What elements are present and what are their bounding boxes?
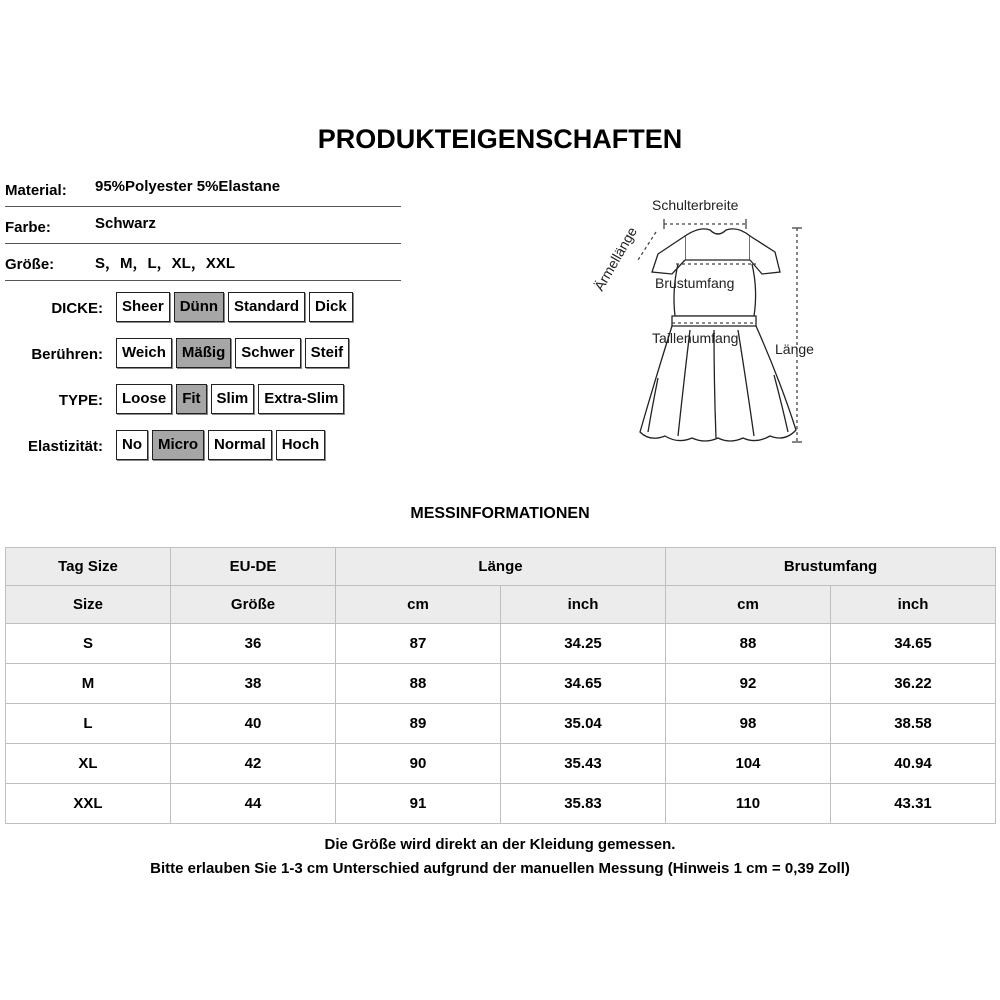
table-row: [6, 624, 996, 664]
property-row-color: [5, 207, 401, 244]
chips-type: [116, 384, 344, 414]
table-header-cell: Tag Size: [6, 548, 171, 586]
chip-option: Normal: [208, 430, 272, 460]
table-cell: 35.83: [501, 784, 666, 824]
table-cell: XL: [6, 744, 171, 784]
table-row: [6, 704, 996, 744]
chip-option-selected: Mäßig: [176, 338, 231, 368]
property-label: Material:: [5, 182, 67, 199]
chip-option-selected: Micro: [152, 430, 204, 460]
table-cell: 40.94: [831, 744, 996, 784]
chip-option-selected: Dünn: [174, 292, 224, 322]
table-cell: 110: [666, 784, 831, 824]
chips-thickness: [116, 292, 353, 322]
chip-option: No: [116, 430, 148, 460]
table-cell: M: [6, 664, 171, 704]
chip-option: Standard: [228, 292, 305, 322]
table-subheader-row: [6, 586, 996, 624]
table-cell: 43.31: [831, 784, 996, 824]
table-cell: 34.65: [501, 664, 666, 704]
measurement-table: [5, 547, 996, 824]
dress-diagram: [560, 180, 860, 470]
property-value: S，M，L，XL，XXL: [95, 255, 236, 272]
table-cell: 36: [171, 624, 336, 664]
table-header-cell: Größe: [171, 586, 336, 624]
measurement-section-title: MESSINFORMATIONEN: [410, 505, 590, 522]
table-cell: 90: [336, 744, 501, 784]
table-cell: 38: [171, 664, 336, 704]
measurement-note: Die Größe wird direkt an der Kleidung gemessen.: [324, 836, 676, 853]
chips-touch: [116, 338, 349, 368]
table-cell: XXL: [6, 784, 171, 824]
table-cell: 34.25: [501, 624, 666, 664]
table-cell: 98: [666, 704, 831, 744]
chip-option: Schwer: [235, 338, 300, 368]
table-cell: S: [6, 624, 171, 664]
chip-option-selected: Fit: [176, 384, 206, 414]
sleeve-length-label: Ärmellänge: [590, 224, 641, 294]
table-cell: 89: [336, 704, 501, 744]
chip-option: Loose: [116, 384, 172, 414]
shoulder-width-label: Schulterbreite: [652, 197, 739, 213]
table-cell: 36.22: [831, 664, 996, 704]
attribute-label-thickness: DICKE:: [51, 300, 103, 317]
table-cell: 42: [171, 744, 336, 784]
table-cell: 88: [336, 664, 501, 704]
table-header-cell: inch: [831, 586, 996, 624]
measurement-tolerance-note: Bitte erlauben Sie 1-3 cm Unterschied aufgrund der manuellen Messung (Hinweis 1 cm = 0,39 Zoll): [150, 860, 850, 877]
table-cell: 88: [666, 624, 831, 664]
bust-label: Brustumfang: [655, 275, 735, 291]
attribute-label-touch: Berühren:: [31, 346, 103, 363]
chip-option: Steif: [305, 338, 350, 368]
table-header-cell: inch: [501, 586, 666, 624]
property-value: Schwarz: [95, 215, 156, 232]
property-label: Größe:: [5, 256, 55, 273]
page-title: PRODUKTEIGENSCHAFTEN: [317, 124, 683, 154]
table-cell: 35.43: [501, 744, 666, 784]
table-cell: 91: [336, 784, 501, 824]
table-header-row: [6, 548, 996, 586]
table-row: [6, 744, 996, 784]
table-header-cell: Size: [6, 586, 171, 624]
table-header-cell: EU-DE: [171, 548, 336, 586]
chip-option: Dick: [309, 292, 353, 322]
table-cell: 40: [171, 704, 336, 744]
table-row: [6, 664, 996, 704]
table-cell: 38.58: [831, 704, 996, 744]
chip-option: Extra-Slim: [258, 384, 344, 414]
table-cell: 35.04: [501, 704, 666, 744]
length-label: Länge: [775, 341, 814, 357]
table-cell: 92: [666, 664, 831, 704]
chip-option: Hoch: [276, 430, 326, 460]
table-cell: L: [6, 704, 171, 744]
chip-option: Slim: [211, 384, 255, 414]
property-row-size: [5, 244, 401, 281]
table-cell: 87: [336, 624, 501, 664]
table-header-cell: Brustumfang: [666, 548, 996, 586]
table-cell: 44: [171, 784, 336, 824]
attribute-label-type: TYPE:: [58, 392, 103, 409]
property-row-material: [5, 170, 401, 207]
chip-option: Sheer: [116, 292, 170, 322]
table-header-cell: cm: [666, 586, 831, 624]
table-header-cell: cm: [336, 586, 501, 624]
table-row: [6, 784, 996, 824]
attribute-label-elasticity: Elastizität:: [27, 438, 103, 455]
table-cell: 104: [666, 744, 831, 784]
chips-elasticity: [116, 430, 325, 460]
chip-option: Weich: [116, 338, 172, 368]
property-value: 95%Polyester 5%Elastane: [95, 178, 281, 195]
table-cell: 34.65: [831, 624, 996, 664]
table-header-cell: Länge: [336, 548, 666, 586]
property-label: Farbe:: [5, 219, 51, 236]
waist-label: Taillenumfang: [652, 330, 739, 346]
